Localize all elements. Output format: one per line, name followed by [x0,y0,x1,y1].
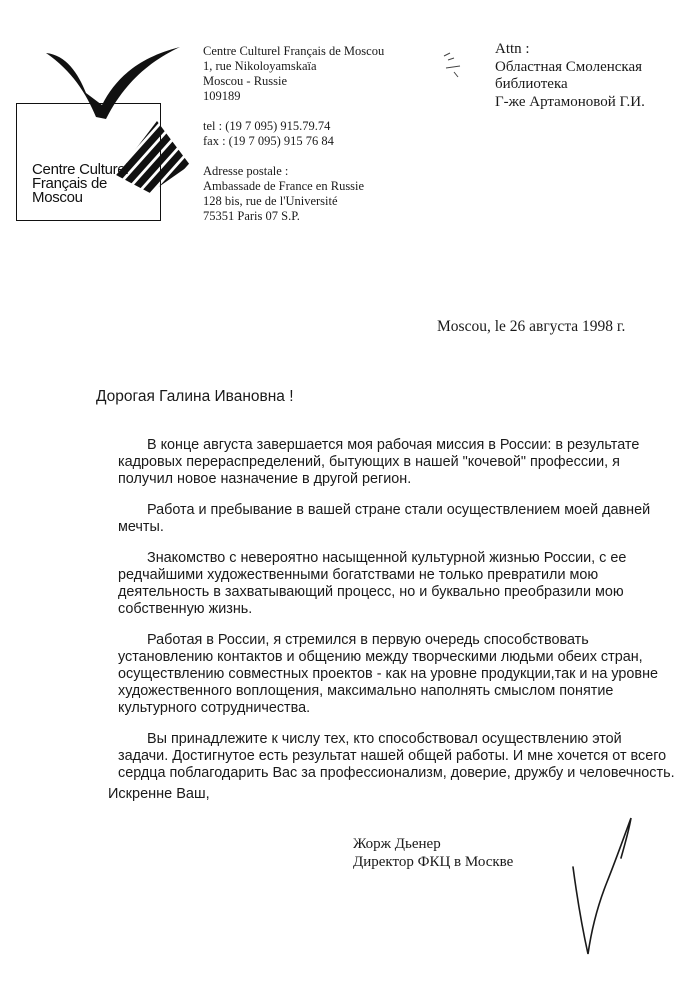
recipient-line: Г-же Артамоновой Г.И. [495,93,645,110]
closing: Искренне Ваш, [108,786,210,802]
handwritten-signature [555,812,645,962]
pen-scribble [440,50,470,80]
signer-block [353,836,513,871]
signer-title: Директор ФКЦ в Москве [353,853,514,870]
body-line: деятельность в захватывающий процесс, но и буквально преобразили мою [118,584,624,600]
logo-text [32,163,128,205]
body-paragraph [118,550,658,618]
salutation: Дорогая Галина Ивановна ! [96,388,294,405]
body-line: Знакомство с невероятно насыщенной культурной жизнью России, с ее [147,550,627,566]
sender-address-line: Moscou - Russie [203,74,288,88]
signer-name: Жорж Дьенер [353,836,441,852]
body-line: собственную жизнь. [118,601,253,617]
letter-body [118,437,675,796]
logo-line-2: Français de [32,175,108,192]
ccf-logo [12,43,212,206]
body-line: Вы принадлежите к числу тех, кто способствовал осуществлению этой [147,731,622,747]
logo-line-1: Centre Culturel [32,161,129,178]
logo-line-3: Moscou [32,189,83,206]
sender-block [203,44,384,224]
body-line: кадровых перераспределений, бытующих в нашей "кочевой" профессии, я [118,454,620,470]
body-line: мечты. [118,519,164,535]
letter-date: Moscou, le 26 августа 1998 г. [437,318,626,335]
body-line: Работа и пребывание в вашей стране стали осуществлением моей давней [147,502,651,518]
body-paragraph [118,731,675,782]
recipient-line: библиотека [495,76,568,92]
postal-address-line: 128 bis, rue de l'Université [203,194,338,208]
postal-address-line: 75351 Paris 07 S.P. [203,209,300,223]
body-line: редчайшими художественными богатствами не только превратили мою [118,567,599,583]
sender-fax: fax : (19 7 095) 915 76 84 [203,134,334,148]
body-paragraph [118,632,658,717]
body-paragraph [118,502,658,536]
body-line: сердца поблагодарить Вас за профессионализм, доверие, дружбу и человечность. [118,765,675,781]
body-line: В конце августа завершается моя рабочая миссия в России: в результате [147,437,640,453]
recipient-line: Областная Смоленская [495,58,643,75]
body-line: художественного воплощения, максимально наполнять смыслом понятие [118,683,614,699]
postal-address-line: Ambassade de France en Russie [203,179,365,193]
sender-address-line: 1, rue Nikoloyamskaïa [203,59,317,73]
body-paragraph [118,437,658,488]
sender-tel: tel : (19 7 095) 915.79.74 [203,119,331,133]
sender-address-line: Centre Culturel Français de Moscou [203,44,385,58]
body-line: осуществлению совместных проектов - как на уровне продукции,так и на уровне [118,666,659,682]
body-line: получил новое назначение в другой регион. [118,471,412,487]
body-line: задачи. Достигнутое есть результат нашей общей работы. И мне хочется от всего [118,748,667,764]
sender-address-line: 109189 [203,89,241,103]
postal-address-line: Adresse postale : [203,164,289,178]
body-line: Работая в России, я стремился в первую очередь способствовать [147,632,589,648]
body-line: культурного сотрудничества. [118,700,311,716]
recipient-attn: Attn : [495,41,530,57]
body-line: установлению контактов и общению между творческими людьми обеих стран, [118,649,643,665]
recipient-block [495,41,645,111]
